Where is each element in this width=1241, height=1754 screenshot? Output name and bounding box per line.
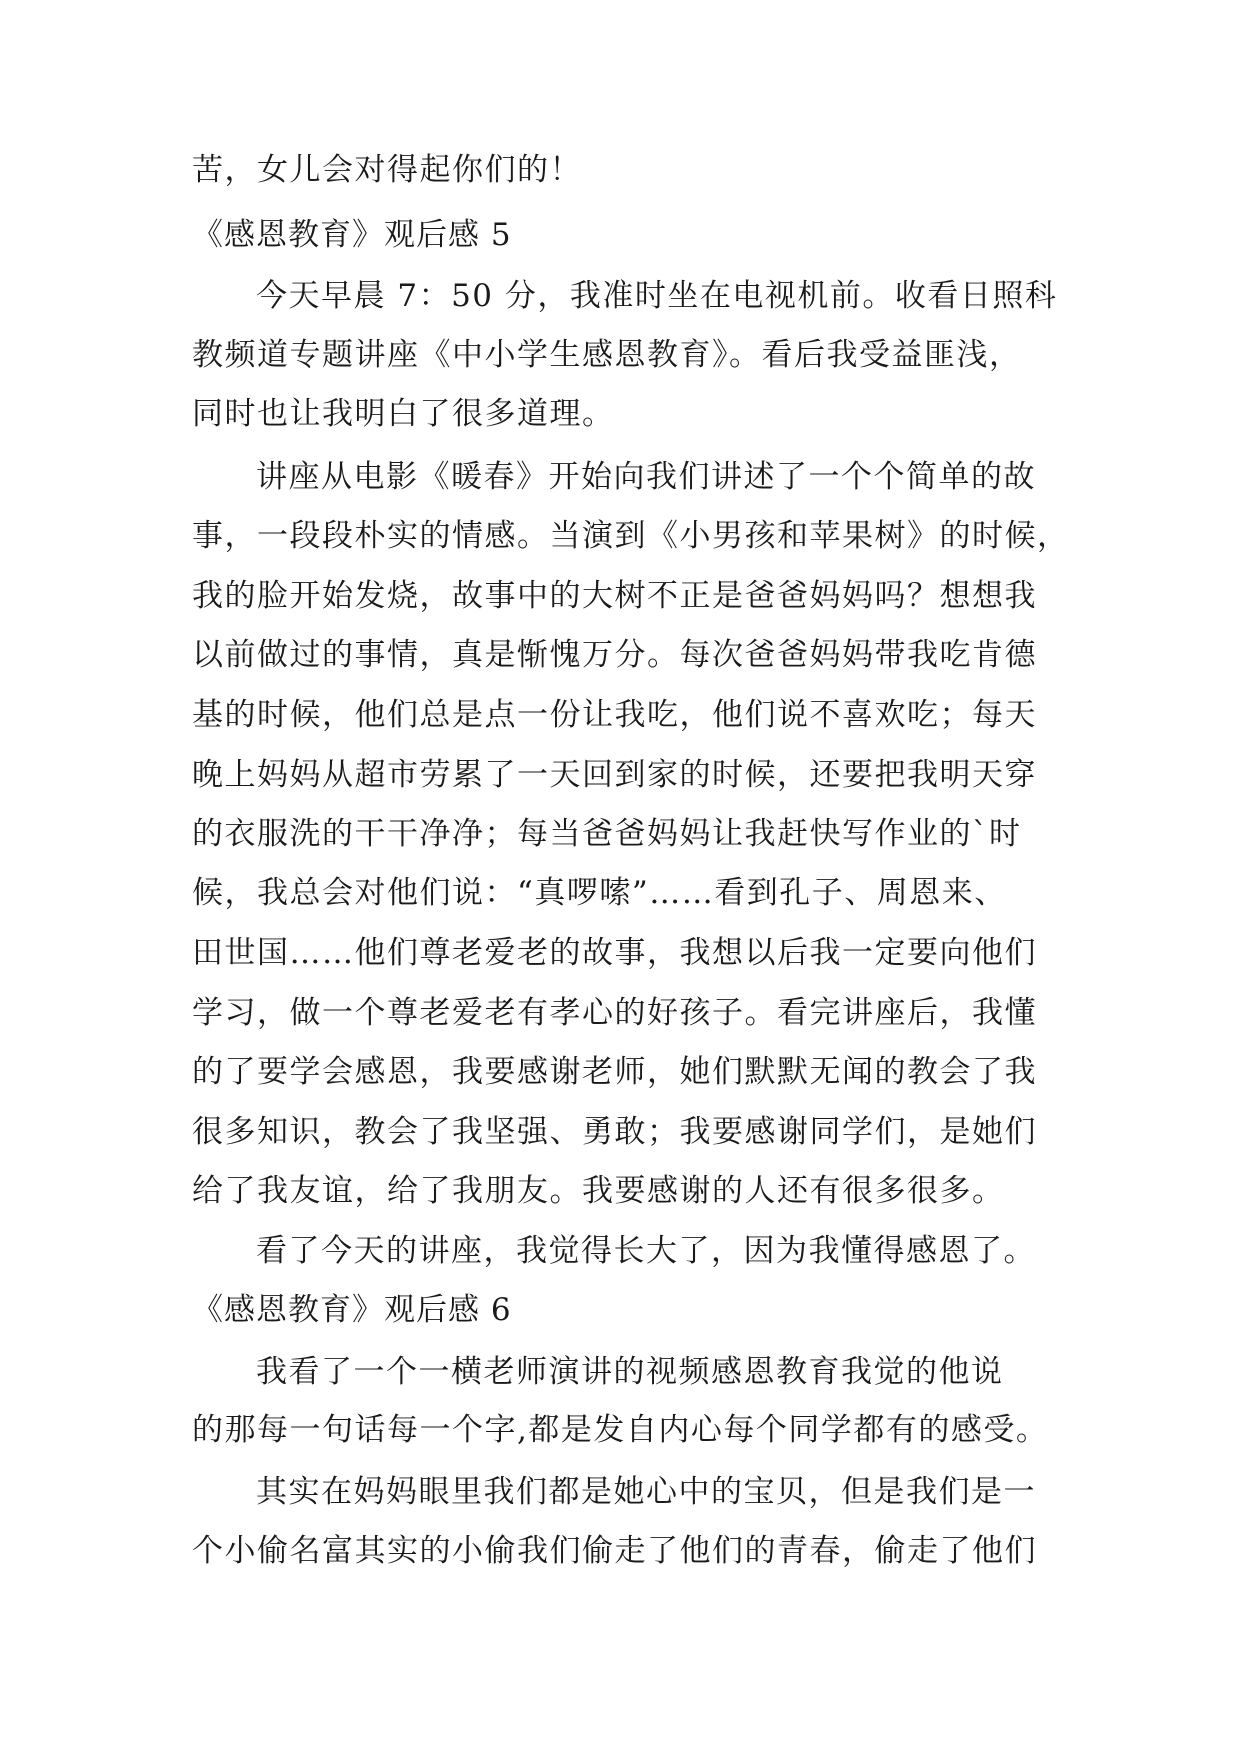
text-line: 苦，女儿会对得起你们的！ (192, 152, 582, 188)
section-heading: 《感恩教育》观后感 6 (192, 1292, 512, 1328)
text-line: 我的脸开始发烧，故事中的大树不正是爸爸妈妈吗？想想我 (192, 578, 1037, 614)
text-line: 看了今天的讲座，我觉得长大了，因为我懂得感恩了。 (256, 1233, 1036, 1269)
text-line: 很多知识，教会了我坚强、勇敢；我要感谢同学们，是她们 (192, 1114, 1037, 1150)
text-line: 晚上妈妈从超市劳累了一天回到家的时候，还要把我明天穿 (192, 757, 1037, 793)
text-line: 今天早晨 7：50 分，我准时坐在电视机前。收看日照科 (256, 278, 1058, 314)
section-heading: 《感恩教育》观后感 5 (192, 217, 512, 253)
text-line: 教频道专题讲座《中小学生感恩教育》。看后我受益匪浅， (192, 337, 1022, 373)
text-line: 田世国……他们尊老爱老的故事，我想以后我一定要向他们 (192, 935, 1037, 971)
text-line: 的了要学会感恩，我要感谢老师，她们默默无闻的教会了我 (192, 1054, 1037, 1090)
text-line: 候，我总会对他们说：“真啰嗦”……看到孔子、周恩来、 (192, 875, 1007, 911)
text-line: 事，一段段朴实的情感。当演到《小男孩和苹果树》的时候， (192, 518, 1070, 554)
text-line: 的衣服洗的干干净净；每当爸爸妈妈让我赶快写作业的`时 (192, 816, 1022, 852)
text-line: 的那每一句话每一个字,都是发自内心每个同学都有的感受。 (192, 1412, 1049, 1448)
text-line: 同时也让我明白了很多道理。 (192, 396, 615, 432)
text-line: 其实在妈妈眼里我们都是她心中的宝贝，但是我们是一 (256, 1474, 1036, 1510)
text-line: 讲座从电影《暖春》开始向我们讲述了一个个简单的故 (256, 459, 1036, 495)
text-line: 个小偷名富其实的小偷我们偷走了他们的青春，偷走了他们 (192, 1533, 1037, 1569)
text-line: 给了我友谊，给了我朋友。我要感谢的人还有很多很多。 (192, 1173, 1005, 1209)
text-line: 基的时候，他们总是点一份让我吃，他们说不喜欢吃；每天 (192, 697, 1037, 733)
text-line: 我看了一个一横老师演讲的视频感恩教育我觉的他说 (256, 1354, 1004, 1390)
text-line: 学习，做一个尊老爱老有孝心的好孩子。看完讲座后，我懂 (192, 995, 1037, 1031)
text-line: 以前做过的事情，真是惭愧万分。每次爸爸妈妈带我吃肯德 (192, 637, 1037, 673)
